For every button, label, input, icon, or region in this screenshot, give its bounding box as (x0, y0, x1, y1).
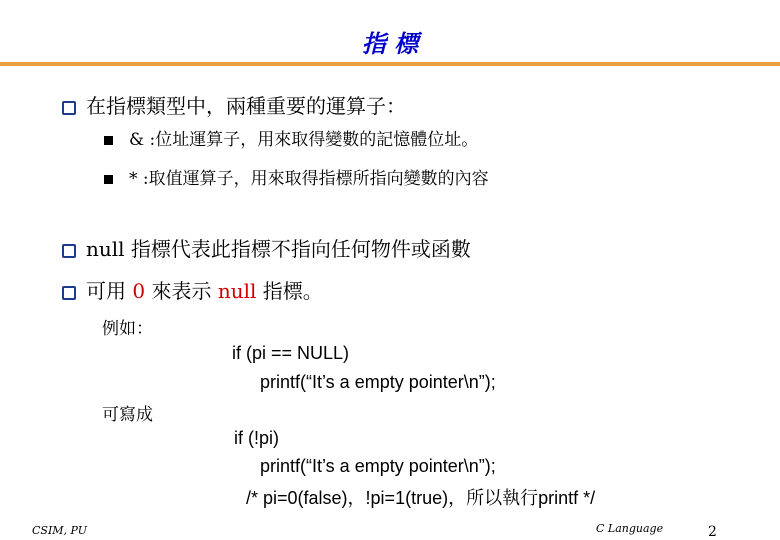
bullet-prefix: 可用 (86, 279, 133, 303)
title-divider (0, 62, 780, 66)
sub-bullet-dereference-operator (104, 164, 489, 189)
checkbox-bullet-icon (62, 101, 76, 115)
sub-bullet-text: * :取值運算子，用來取得指標所指向變數的內容 (129, 169, 489, 189)
bullet-zero-null (62, 275, 323, 304)
code-printf-1: printf(“It’s a empty pointer\n”); (260, 372, 496, 392)
code-comment: /* pi=0(false)，!pi=1(true)，所以執行printf */ (246, 488, 596, 508)
bullet-mid: 來表示 (145, 279, 218, 303)
page-number: 2 (708, 524, 717, 540)
footer-course: C Language (596, 522, 664, 535)
checkbox-bullet-icon (62, 244, 76, 258)
code-if-null: if (pi == NULL) (232, 343, 350, 363)
null-keyword: null (217, 279, 257, 303)
footer-author: CSIM, PU (32, 524, 88, 537)
sub-bullet-address-operator (104, 125, 478, 150)
bullet-suffix: 指標。 (256, 279, 323, 303)
zero-value: 0 (132, 279, 146, 303)
bullet-text: 在指標類型中，兩種重要的運算子： (86, 94, 406, 118)
bullet-operators (62, 90, 406, 119)
example-label: 例如： (102, 319, 153, 339)
slide-title: 指 標 (361, 29, 419, 58)
bullet-null-pointer (62, 233, 471, 262)
checkbox-bullet-icon (62, 286, 76, 300)
square-bullet-icon (104, 175, 113, 184)
alternative-label: 可寫成 (102, 405, 153, 425)
bullet-text: null 指標代表此指標不指向任何物件或函數 (86, 237, 471, 261)
sub-bullet-text: & :位址運算子，用來取得變數的記憶體位址。 (129, 130, 479, 150)
code-printf-2: printf(“It’s a empty pointer\n”); (260, 456, 496, 476)
square-bullet-icon (104, 136, 113, 145)
code-if-not-pi: if (!pi) (234, 428, 279, 448)
